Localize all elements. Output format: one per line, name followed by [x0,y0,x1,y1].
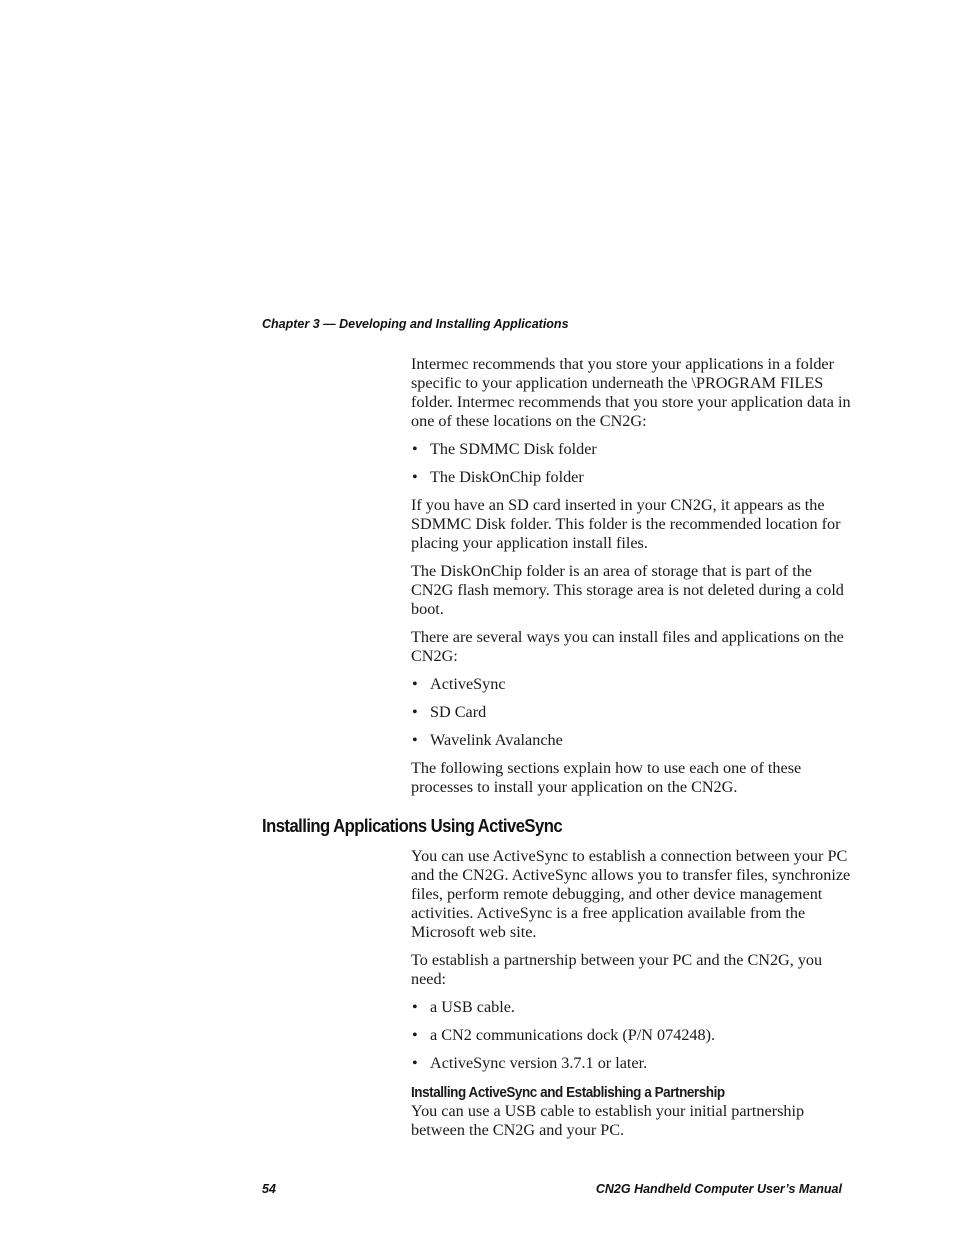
paragraph: You can use ActiveSync to establish a connection between your PC and the CN2G. ActiveSync allows you to transfer files, synchronize files, perform remote debugging, and other device management activities. ActiveSync is a free application available from the Microsoft web site. [411,847,851,941]
paragraph: To establish a partnership between your PC and the CN2G, you need: [411,951,823,988]
list-item: • The SDMMC Disk folder [411,440,851,459]
list-item: • SD Card [411,703,851,722]
activesync-body [411,847,851,1149]
list-item: • ActiveSync version 3.7.1 or later. [411,1054,851,1073]
requirements-list [411,998,851,1073]
list-item: • Wavelink Avalanche [411,731,851,750]
paragraph: Intermec recommends that you store your applications in a folder specific to your application underneath the \PROGRAM FILES folder. Intermec recommends that you store your application data in one of these locations on the CN2G: [411,355,851,430]
intro-body [411,355,851,806]
paragraph: The following sections explain how to use each one of these processes to install your application on the CN2G. [411,759,802,796]
section-heading: Installing Applications Using ActiveSync [262,815,563,836]
paragraph: If you have an SD card inserted in your CN2G, it appears as the SDMMC Disk folder. This folder is the recommended location for placing your application install files. [411,496,841,552]
manual-title: CN2G Handheld Computer User’s Manual [595,1182,842,1196]
storage-locations-list [411,440,851,487]
list-item: • a USB cable. [411,998,851,1017]
sub-heading: Installing ActiveSync and Establishing a Partnership [411,1084,725,1101]
list-item: • ActiveSync [411,675,851,694]
running-head: Chapter 3 — Developing and Installing Applications [262,317,569,331]
list-item: • The DiskOnChip folder [411,468,851,487]
list-item: • a CN2 communications dock (P/N 074248). [411,1026,851,1045]
paragraph: There are several ways you can install files and applications on the CN2G: [411,628,844,665]
paragraph: You can use a USB cable to establish your initial partnership between the CN2G and your PC. [411,1102,805,1139]
install-methods-list [411,675,851,750]
page-number: 54 [262,1182,276,1196]
paragraph: The DiskOnChip folder is an area of storage that is part of the CN2G flash memory. This storage area is not deleted during a cold boot. [411,562,844,618]
